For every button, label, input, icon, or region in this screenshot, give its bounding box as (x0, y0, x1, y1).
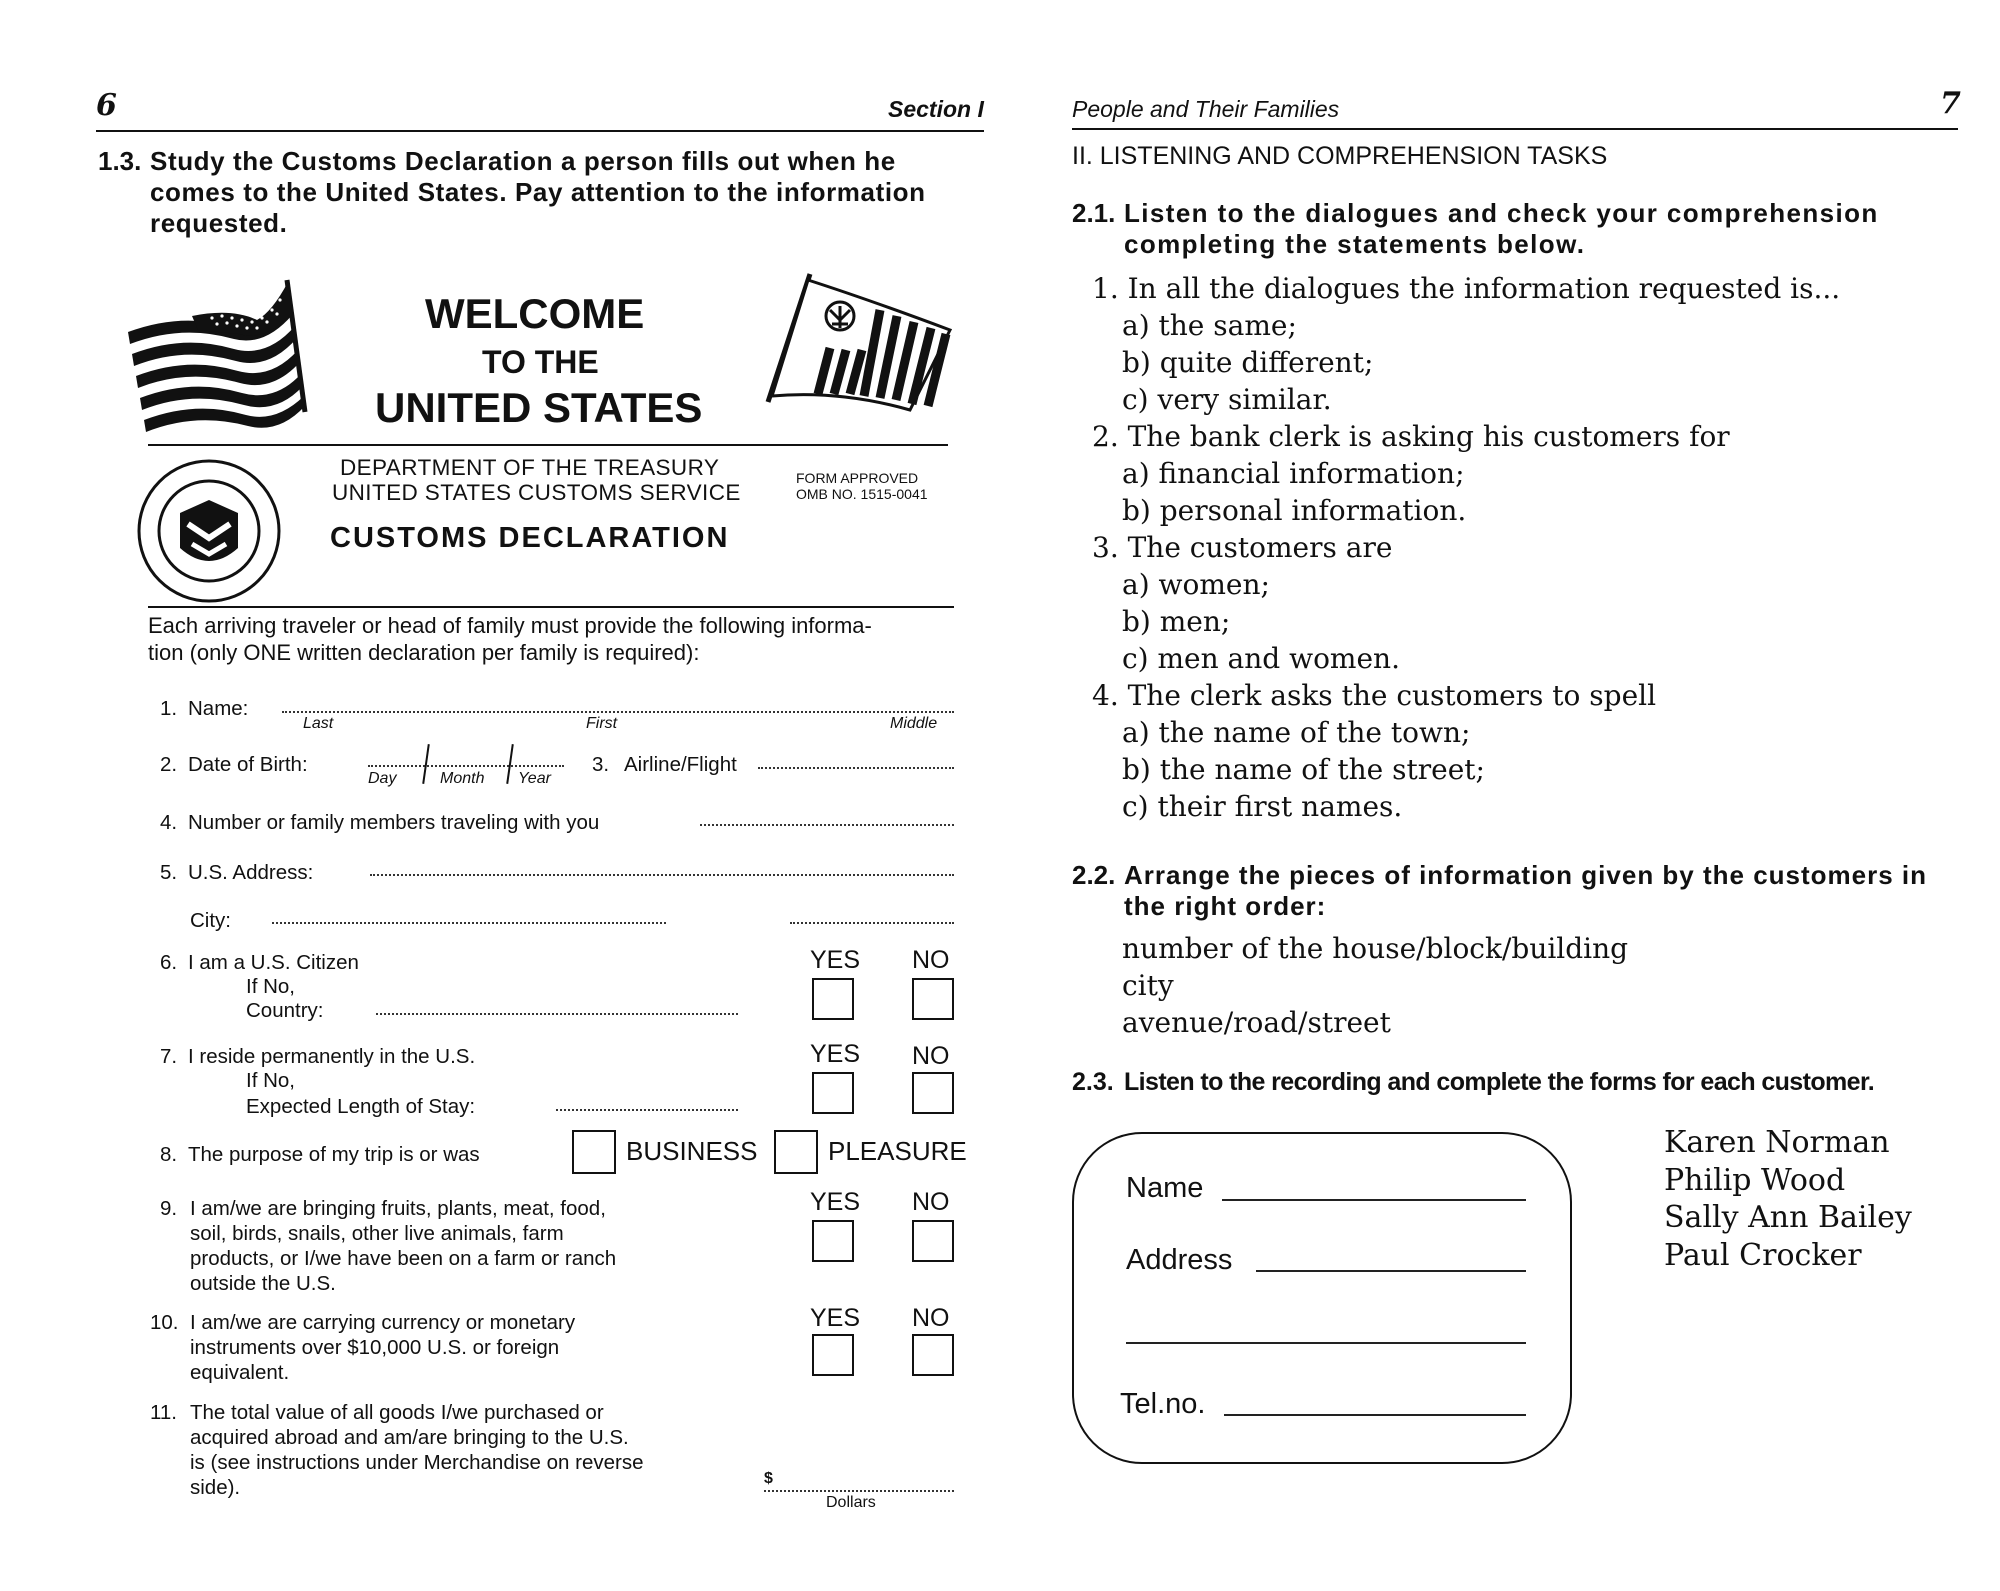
q5-label: U.S. Address: (188, 861, 314, 884)
tel-label: Tel.no. (1120, 1388, 1206, 1420)
q9-no-label: NO (912, 1188, 950, 1216)
task-2-1-number: 2.1. (1072, 198, 1116, 228)
question-2: 2. The bank clerk is asking his customers for (1092, 420, 1730, 453)
pleasure-checkbox[interactable] (774, 1130, 818, 1174)
q8-number: 8. (160, 1143, 178, 1166)
city-field[interactable] (272, 922, 666, 924)
header-rule-left (96, 130, 984, 132)
list-item[interactable]: avenue/road/street (1122, 1006, 1391, 1039)
task-2-3-number: 2.3. (1072, 1068, 1114, 1096)
customer-name: Karen Norman (1664, 1125, 1890, 1160)
q2-label: Date of Birth: (188, 753, 308, 776)
to-the-heading: TO THE (482, 344, 599, 380)
option[interactable]: a) the name of the town; (1122, 716, 1471, 749)
task-2-2-text: Arrange the pieces of information given by the customers in the right order: (1124, 860, 1928, 921)
q7-no-checkbox[interactable] (912, 1072, 954, 1114)
task-2-1-text: Listen to the dialogues and check your comprehension completing the statements below. (1124, 198, 1879, 259)
us-address-field[interactable] (370, 874, 954, 876)
question-3: 3. The customers are (1092, 531, 1393, 564)
option[interactable]: a) financial information; (1122, 457, 1465, 490)
list-item[interactable]: city (1122, 969, 1174, 1002)
customs-declaration-title: CUSTOMS DECLARATION (330, 522, 730, 554)
zip-field[interactable] (790, 922, 954, 924)
month-label: Month (440, 770, 485, 787)
task-1-3-text: Study the Customs Declaration a person fills out when he comes to the United States. Pay attention to the information requested. (150, 146, 926, 238)
q8-label: The purpose of my trip is or was (188, 1143, 480, 1166)
us-flag-icon (122, 272, 312, 442)
page-number-left: 6 (96, 88, 117, 123)
q6-number: 6. (160, 951, 178, 974)
section-title: II. LISTENING AND COMPREHENSION TASKS (1072, 142, 1608, 170)
q4-label: Number or family members traveling with you (188, 811, 600, 834)
form-rule-top (148, 444, 948, 446)
list-item[interactable]: number of the house/block/building (1122, 932, 1629, 965)
welcome-heading: WELCOME (425, 290, 645, 337)
card-address-field-2[interactable] (1126, 1342, 1526, 1344)
running-header-left: Section I (888, 96, 984, 122)
date-of-birth-field[interactable] (368, 765, 564, 767)
middle-label: Middle (890, 715, 938, 732)
customs-seal-icon (136, 458, 282, 604)
q11-text: The total value of all goods I/we purchased or acquired abroad and am/are bringing to the U.S. is (see instructions under Merchandise on reverse side). (190, 1401, 644, 1499)
business-label: BUSINESS (626, 1136, 758, 1166)
form-rule-middle (148, 606, 954, 608)
dollar-sign: $ (764, 1470, 773, 1487)
option[interactable]: c) very similar. (1122, 383, 1332, 416)
q10-number: 10. (150, 1311, 179, 1334)
q1-number: 1. (160, 697, 178, 720)
customer-names (1664, 1124, 1912, 1274)
option[interactable]: a) the same; (1122, 309, 1297, 342)
q4-number: 4. (160, 811, 178, 834)
q2-number: 2. (160, 753, 178, 776)
task-2-2-number: 2.2. (1072, 860, 1116, 890)
airline-flight-field[interactable] (758, 767, 954, 769)
department-line: DEPARTMENT OF THE TREASURY (340, 455, 720, 480)
q9-text: I am/we are bringing fruits, plants, meat, food, soil, birds, snails, other live animals, farm products, or I/we have been on a farm or ranch outside the U.S. (190, 1197, 617, 1295)
length-of-stay-field[interactable] (556, 1109, 738, 1111)
order-items (1122, 930, 1628, 1041)
q7-label: I reside permanently in the U.S. (188, 1045, 476, 1068)
customer-name: Sally Ann Bailey (1664, 1200, 1912, 1235)
card-address-field[interactable] (1256, 1270, 1526, 1272)
header-rule-right (1072, 128, 1958, 130)
card-name-field[interactable] (1222, 1199, 1526, 1201)
q5-number: 5. (160, 861, 178, 884)
q7-yes-checkbox[interactable] (812, 1072, 854, 1114)
question-4: 4. The clerk asks the customers to spell (1092, 679, 1657, 712)
page-number-right: 7 (1940, 86, 1961, 121)
date-divider (506, 744, 514, 784)
q9-yes-checkbox[interactable] (812, 1220, 854, 1262)
q1-label: Name: (188, 697, 249, 720)
q6-country-label: Country: (246, 999, 324, 1022)
q6-no-checkbox[interactable] (912, 978, 954, 1020)
day-label: Day (368, 770, 397, 787)
q10-yes-checkbox[interactable] (812, 1334, 854, 1376)
dollars-label: Dollars (826, 1494, 876, 1511)
task-1-3-number: 1.3. (98, 146, 142, 176)
q6-yes-checkbox[interactable] (812, 978, 854, 1020)
address-label: Address (1126, 1244, 1233, 1276)
q7-stay-label: Expected Length of Stay: (246, 1095, 476, 1118)
comprehension-questions (1092, 270, 1840, 825)
q9-yes-label: YES (810, 1188, 861, 1216)
country-field[interactable] (376, 1013, 738, 1015)
customer-name: Philip Wood (1664, 1162, 1846, 1198)
q10-no-label: NO (912, 1304, 950, 1332)
option[interactable]: c) men and women. (1122, 642, 1400, 675)
q6-ifno: If No, (246, 975, 295, 998)
q9-no-checkbox[interactable] (912, 1220, 954, 1262)
q10-yes-label: YES (810, 1304, 861, 1332)
task-2-3-text: Listen to the recording and complete the forms for each customer. (1124, 1068, 1875, 1096)
first-label: First (586, 715, 618, 732)
option[interactable]: c) their first names. (1122, 790, 1403, 823)
form-approved: FORM APPROVED (796, 470, 919, 486)
option[interactable]: b) personal information. (1122, 494, 1467, 527)
card-tel-field[interactable] (1224, 1414, 1526, 1416)
customer-name: Paul Crocker (1664, 1237, 1862, 1273)
q3-number: 3. (592, 753, 610, 776)
form-intro: Each arriving traveler or head of family must provide the following informa- tion (only ONE written declaration per family is required): (148, 613, 872, 665)
option[interactable]: b) quite different; (1122, 346, 1374, 379)
united-states-heading: UNITED STATES (375, 384, 703, 431)
q9-number: 9. (160, 1197, 178, 1220)
option[interactable]: b) men; (1122, 605, 1231, 638)
q6-label: I am a U.S. Citizen (188, 951, 359, 974)
question-1: 1. In all the dialogues the information requested is... (1092, 272, 1841, 305)
q6-yes-label: YES (810, 946, 861, 974)
city-label: City: (190, 909, 231, 932)
name-field[interactable] (282, 711, 954, 713)
q3-label: Airline/Flight (624, 753, 737, 776)
last-label: Last (303, 715, 334, 732)
q7-number: 7. (160, 1045, 178, 1068)
omb-number: OMB NO. 1515-0041 (796, 486, 928, 502)
q10-text: I am/we are carrying currency or monetary instruments over $10,000 U.S. or foreign equivalent. (190, 1311, 576, 1384)
q7-ifno: If No, (246, 1069, 295, 1092)
q7-no-label: NO (912, 1042, 950, 1070)
business-checkbox[interactable] (572, 1130, 616, 1174)
date-divider (422, 744, 430, 784)
q11-number: 11. (150, 1401, 177, 1424)
customs-flag-icon (760, 270, 960, 420)
service-line: UNITED STATES CUSTOMS SERVICE (332, 480, 741, 505)
family-members-field[interactable] (700, 824, 954, 826)
q10-no-checkbox[interactable] (912, 1334, 954, 1376)
pleasure-label: PLEASURE (828, 1136, 967, 1166)
option[interactable]: b) the name of the street; (1122, 753, 1485, 786)
name-label: Name (1126, 1172, 1204, 1204)
q7-yes-label: YES (810, 1040, 861, 1068)
q6-no-label: NO (912, 946, 950, 974)
year-label: Year (518, 770, 551, 787)
running-header-right: People and Their Families (1072, 96, 1340, 122)
option[interactable]: a) women; (1122, 568, 1270, 601)
total-value-field[interactable] (764, 1490, 954, 1492)
